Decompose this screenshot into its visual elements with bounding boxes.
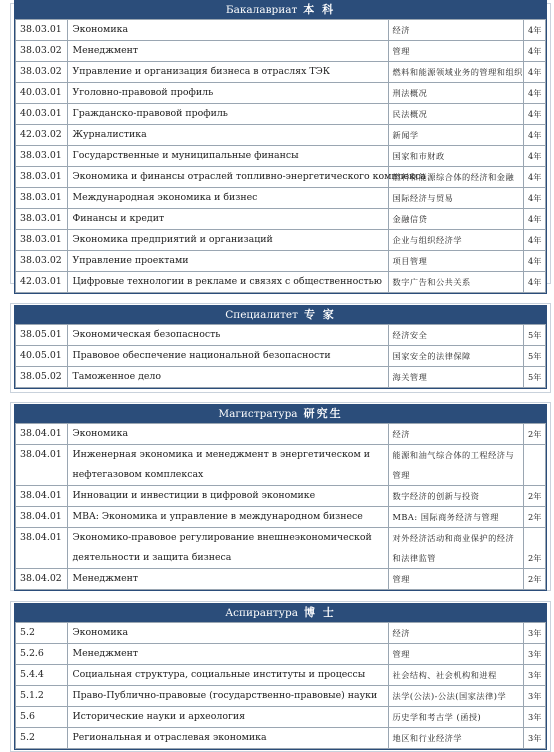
program-name: MBA: Экономика и управление в международном бизнесе	[68, 507, 388, 528]
program-name-cn: 数字广告和公共关系	[388, 272, 524, 293]
program-name: Финансы и кредит	[68, 209, 388, 230]
program-duration: 2年	[524, 569, 546, 590]
section-header	[15, 306, 546, 324]
program-name-cn: 对外经济活动和商业保护的经济和法律监管	[388, 528, 524, 569]
program-name: Менеджмент	[68, 644, 388, 665]
table-row	[16, 20, 546, 41]
table-row	[16, 623, 546, 644]
program-name: Международная экономика и бизнес	[68, 188, 388, 209]
section-title-ru: Бакалавриат	[225, 4, 298, 16]
section-specialist	[14, 305, 547, 389]
program-name-cn: 地区和行业经济学	[388, 728, 524, 749]
table-row	[16, 486, 546, 507]
table-row	[16, 104, 546, 125]
program-duration: 4年	[524, 20, 546, 41]
table-row	[16, 125, 546, 146]
program-code: 5.2.6	[16, 644, 68, 665]
section-title-cn: 博 士	[303, 606, 336, 619]
program-name: Региональная и отраслевая экономика	[68, 728, 388, 749]
program-name-cn: 能源和油气综合体的工程经济与管理	[388, 445, 524, 486]
program-code: 38.03.02	[16, 251, 68, 272]
table-row	[16, 728, 546, 749]
program-name-cn: 民法概况	[388, 104, 524, 125]
program-name-cn: 新闻学	[388, 125, 524, 146]
section-title-cn: 研究生	[303, 407, 343, 420]
program-name: Экономика	[68, 20, 388, 41]
program-duration: 4年	[524, 104, 546, 125]
program-name-cn: 社会结构、社会机构和进程	[388, 665, 524, 686]
program-code: 5.1.2	[16, 686, 68, 707]
program-duration: 4年	[524, 167, 546, 188]
program-code: 38.03.01	[16, 146, 68, 167]
program-duration: 2年	[524, 528, 546, 569]
table-row	[16, 188, 546, 209]
program-name: Менеджмент	[68, 569, 388, 590]
program-name-cn: MBA: 国际商务经济与管理	[388, 507, 524, 528]
table-row	[16, 346, 546, 367]
program-duration: 4年	[524, 209, 546, 230]
program-name-cn: 海关管理	[388, 367, 524, 388]
program-name-cn: 经济安全	[388, 325, 524, 346]
program-duration: 2年	[524, 507, 546, 528]
table-row	[16, 644, 546, 665]
program-duration: 4年	[524, 125, 546, 146]
program-duration: 3年	[524, 644, 546, 665]
program-duration: 3年	[524, 665, 546, 686]
program-duration: 5年	[524, 325, 546, 346]
program-name: Инновации и инвестиции в цифровой экономике	[68, 486, 388, 507]
program-name-cn: 项目管理	[388, 251, 524, 272]
section-title-ru: Аспирантура	[225, 607, 298, 619]
table-row	[16, 507, 546, 528]
program-name: Менеджмент	[68, 41, 388, 62]
table-row	[16, 272, 546, 293]
program-name-cn: 历史学和考古学 (函授)	[388, 707, 524, 728]
table-row	[16, 209, 546, 230]
program-duration: 4年	[524, 272, 546, 293]
program-duration: 3年	[524, 728, 546, 749]
program-code: 42.03.01	[16, 272, 68, 293]
program-code: 5.6	[16, 707, 68, 728]
section-title-cn: 本 科	[303, 3, 336, 16]
program-name: Управление проектами	[68, 251, 388, 272]
program-code: 38.04.02	[16, 569, 68, 590]
program-name: Социальная структура, социальные институты и процессы	[68, 665, 388, 686]
program-code: 38.03.01	[16, 20, 68, 41]
program-code: 38.03.01	[16, 230, 68, 251]
program-name: Экономика предприятий и организаций	[68, 230, 388, 251]
program-name-cn: 管理	[388, 644, 524, 665]
program-duration: 3年	[524, 623, 546, 644]
program-name-cn: 管理	[388, 41, 524, 62]
program-name-cn: 国际经济与贸易	[388, 188, 524, 209]
program-name: Экономико-правовое регулирование внешнеэкономической деятельности и защита бизнеса	[68, 528, 388, 569]
program-duration: 5年	[524, 346, 546, 367]
section-bachelor	[14, 0, 547, 294]
program-code: 5.2	[16, 728, 68, 749]
program-name-cn: 经济	[388, 20, 524, 41]
program-code: 40.05.01	[16, 346, 68, 367]
program-duration: 3年	[524, 686, 546, 707]
table-row	[16, 569, 546, 590]
table-row	[16, 83, 546, 104]
program-code: 38.03.01	[16, 188, 68, 209]
program-code: 38.03.01	[16, 167, 68, 188]
program-name-cn: 燃料和能源综合体的经济和金融	[388, 167, 524, 188]
program-name-cn: 刑法概况	[388, 83, 524, 104]
program-name-cn: 法学(公法)-公法(国家法律)学	[388, 686, 524, 707]
section-title-ru: Специалитет	[225, 309, 298, 321]
program-code: 38.04.01	[16, 528, 68, 569]
program-duration: 4年	[524, 62, 546, 83]
program-name-cn: 数字经济的创新与投资	[388, 486, 524, 507]
program-code: 40.03.01	[16, 104, 68, 125]
table-row	[16, 251, 546, 272]
program-code: 38.03.02	[16, 41, 68, 62]
program-name-cn: 国家和市财政	[388, 146, 524, 167]
program-code: 38.05.02	[16, 367, 68, 388]
table-row	[16, 41, 546, 62]
program-name: Экономика	[68, 623, 388, 644]
program-name: Правовое обеспечение национальной безопасности	[68, 346, 388, 367]
program-table	[15, 324, 546, 388]
program-table	[15, 19, 546, 293]
table-row	[16, 707, 546, 728]
program-name: Государственные и муниципальные финансы	[68, 146, 388, 167]
section-master	[14, 404, 547, 591]
program-name: Инженерная экономика и менеджмент в энергетическом и нефтегазовом комплексах	[68, 445, 388, 486]
table-row	[16, 230, 546, 251]
program-code: 38.04.01	[16, 424, 68, 445]
table-row	[16, 146, 546, 167]
program-name-cn: 企业与组织经济学	[388, 230, 524, 251]
section-header	[15, 1, 546, 19]
table-row	[16, 528, 546, 569]
program-name-cn: 经济	[388, 424, 524, 445]
table-row	[16, 325, 546, 346]
program-name-cn: 管理	[388, 569, 524, 590]
program-table	[15, 423, 546, 590]
table-row	[16, 686, 546, 707]
program-code: 38.03.01	[16, 209, 68, 230]
program-name: Право-Публично-правовые (государственно-правовые) науки	[68, 686, 388, 707]
section-phd	[14, 603, 547, 750]
table-row	[16, 62, 546, 83]
program-table	[15, 622, 546, 749]
program-duration: 2年	[524, 486, 546, 507]
program-code: 5.4.4	[16, 665, 68, 686]
section-header	[15, 604, 546, 622]
program-duration: 4年	[524, 41, 546, 62]
program-name: Управление и организация бизнеса в отраслях ТЭК	[68, 62, 388, 83]
program-name: Гражданско-правовой профиль	[68, 104, 388, 125]
program-name: Экономика	[68, 424, 388, 445]
program-duration: 4年	[524, 230, 546, 251]
table-row	[16, 367, 546, 388]
section-title-cn: 专 家	[303, 308, 336, 321]
program-code: 38.04.01	[16, 507, 68, 528]
program-name-cn: 国家安全的法律保障	[388, 346, 524, 367]
program-code: 38.03.02	[16, 62, 68, 83]
program-name: Экономическая безопасность	[68, 325, 388, 346]
table-row	[16, 445, 546, 486]
program-duration: 2年	[524, 424, 546, 445]
program-name-cn: 燃料和能源领域业务的管理和组织	[388, 62, 524, 83]
program-duration: 4年	[524, 83, 546, 104]
program-name-cn: 经济	[388, 623, 524, 644]
program-name: Журналистика	[68, 125, 388, 146]
program-code: 38.04.01	[16, 486, 68, 507]
program-duration: 4年	[524, 251, 546, 272]
program-code: 42.03.02	[16, 125, 68, 146]
program-code: 38.05.01	[16, 325, 68, 346]
program-duration: 3年	[524, 707, 546, 728]
program-name: Таможенное дело	[68, 367, 388, 388]
section-header	[15, 405, 546, 423]
table-row	[16, 424, 546, 445]
program-code: 40.03.01	[16, 83, 68, 104]
table-row	[16, 665, 546, 686]
program-duration	[524, 445, 546, 486]
section-title-ru: Магистратура	[218, 408, 298, 420]
program-name: Уголовно-правовой профиль	[68, 83, 388, 104]
program-duration: 4年	[524, 188, 546, 209]
program-name: Экономика и финансы отраслей топливно-энергетического комплекса	[68, 167, 388, 188]
program-name: Исторические науки и археология	[68, 707, 388, 728]
program-name-cn: 金融信贷	[388, 209, 524, 230]
table-row	[16, 167, 546, 188]
program-name: Цифровые технологии в рекламе и связях с общественностью	[68, 272, 388, 293]
program-code: 38.04.01	[16, 445, 68, 486]
program-duration: 5年	[524, 367, 546, 388]
program-code: 5.2	[16, 623, 68, 644]
program-duration: 4年	[524, 146, 546, 167]
